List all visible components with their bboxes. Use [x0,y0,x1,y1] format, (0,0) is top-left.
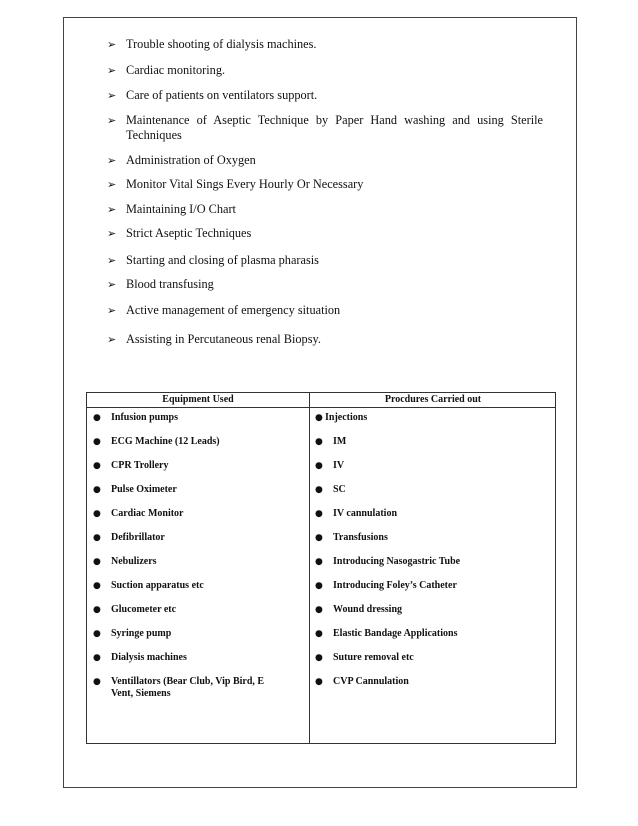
list-item: ➢ Administration of Oxygen [107,153,256,167]
equipment-item: ● Ventillators (Bear Club, Vip Bird, E Vent, Siemens [93,676,265,699]
equipment-item: ● Syringe pump [93,628,172,639]
bullet-dot-icon: ● [93,413,101,423]
arrow-bullet-icon: ➢ [107,89,117,102]
arrow-bullet-icon: ➢ [107,64,117,77]
procedure-item: ● SC [315,484,346,495]
bullet-dot-icon: ● [315,485,323,495]
bullet-dot-icon: ● [315,557,323,567]
bullet-dot-icon: ● [315,533,323,543]
arrow-bullet-icon: ➢ [107,38,117,51]
arrow-bullet-icon: ➢ [107,203,117,216]
arrow-bullet-icon: ➢ [107,227,117,240]
procedure-item: ● CVP Cannulation [315,676,409,687]
bullet-dot-icon: ● [93,677,101,687]
bullet-dot-icon: ● [315,605,323,615]
bullet-dot-icon: ● [93,629,101,639]
bullet-dot-icon: ● [315,677,323,687]
equipment-item: ● Nebulizers [93,556,157,567]
list-item: ➢ Assisting in Percutaneous renal Biopsy. [107,332,321,346]
procedure-item: ● Introducing Foley’s Catheter [315,580,457,591]
bullet-dot-icon: ● [93,605,101,615]
arrow-bullet-icon: ➢ [107,178,117,191]
list-item: ➢ Maintenance of Aseptic Technique by Paper Hand washing and using Sterile Techniques [107,113,543,142]
column-divider [309,393,310,743]
bullet-dot-icon: ● [93,509,101,519]
equipment-procedures-table [86,392,556,744]
list-item: ➢ Trouble shooting of dialysis machines. [107,37,317,51]
list-item: ➢ Starting and closing of plasma pharasis [107,253,319,267]
list-item: ➢ Maintaining I/O Chart [107,202,236,216]
equipment-item: ● Suction apparatus etc [93,580,204,591]
equipment-item: ● Dialysis machines [93,652,187,663]
bullet-dot-icon: ● [93,557,101,567]
bullet-dot-icon: ● [93,485,101,495]
equipment-item: ● Defibrillator [93,532,165,543]
bullet-dot-icon: ● [315,653,323,663]
procedure-item: ● IM [315,436,347,447]
procedure-item: ● Suture removal etc [315,652,414,663]
procedure-item: ● Injections [315,412,368,423]
equipment-item: ● CPR Trollery [93,460,169,471]
equipment-item: ● Infusion pumps [93,412,178,423]
bullet-dot-icon: ● [315,461,323,471]
equipment-item: ● Cardiac Monitor [93,508,184,519]
list-item: ➢ Cardiac monitoring. [107,63,226,77]
bullet-dot-icon: ● [315,437,323,447]
bullet-dot-icon: ● [93,653,101,663]
bullet-dot-icon: ● [93,581,101,591]
arrow-bullet-icon: ➢ [107,254,117,267]
arrow-bullet-icon: ➢ [107,278,117,291]
bullet-dot-icon: ● [315,509,323,519]
procedure-item: ● Introducing Nasogastric Tube [315,556,461,567]
procedure-item: ● IV [315,460,345,471]
equipment-item: ● ECG Machine (12 Leads) [93,436,220,447]
equipment-item: ● Pulse Oximeter [93,484,177,495]
procedure-item: ● Elastic Bandage Applications [315,628,458,639]
list-item: ➢ Care of patients on ventilators support. [107,88,318,102]
arrow-bullet-icon: ➢ [107,154,117,167]
procedure-item: ● Transfusions [315,532,388,543]
procedure-item: ● Wound dressing [315,604,403,615]
arrow-bullet-icon: ➢ [107,114,117,127]
bullet-dot-icon: ● [315,413,323,423]
bullet-dot-icon: ● [93,533,101,543]
bullet-dot-icon: ● [93,437,101,447]
equipment-item: ● Glucometer etc [93,604,177,615]
bullet-dot-icon: ● [93,461,101,471]
bullet-dot-icon: ● [315,581,323,591]
bullet-dot-icon: ● [315,629,323,639]
list-item: ➢ Blood transfusing [107,277,214,291]
arrow-bullet-icon: ➢ [107,333,117,346]
procedure-item: ● IV cannulation [315,508,398,519]
list-item: ➢ Strict Aseptic Techniques [107,226,252,240]
equipment-column-header: Equipment Used [162,394,234,405]
list-item: ➢ Active management of emergency situation [107,303,341,317]
procedures-column-header: Procdures Carried out [384,394,482,405]
arrow-bullet-icon: ➢ [107,304,117,317]
list-item: ➢ Monitor Vital Sings Every Hourly Or Necessary [107,177,364,191]
